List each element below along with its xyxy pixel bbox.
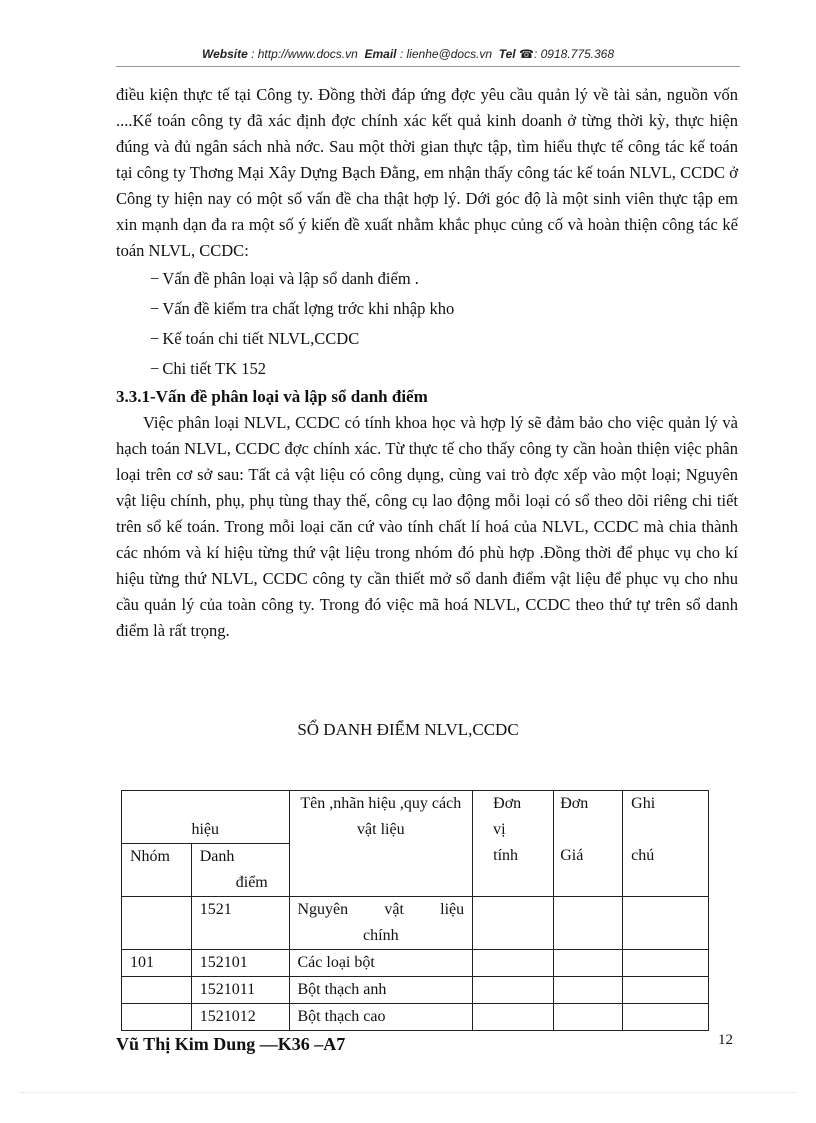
document-body: [116, 82, 738, 644]
cell-nhom: 101: [122, 950, 192, 977]
table-row: [122, 897, 709, 950]
cell-don-gia: [554, 977, 623, 1004]
cell-don-gia: [554, 1004, 623, 1031]
issue-list: [116, 264, 738, 384]
tel-value: : 0918.775.368: [533, 47, 615, 61]
cell-ten: Bột thạch anh: [289, 977, 473, 1004]
list-item: − Kế toán chi tiết NLVL,CCDC: [150, 329, 360, 348]
website-value: : http://www.docs.vn: [251, 47, 358, 61]
cell-danh-diem: 1521011: [191, 977, 289, 1004]
list-item: − Vấn đề phân loại và lập sổ danh điểm .: [150, 269, 419, 288]
header-don-vi: Đơn vị tính: [473, 791, 554, 897]
cell-danh-diem: 152101: [191, 950, 289, 977]
website-label: Website: [201, 47, 248, 61]
section-paragraph: Việc phân loại NLVL, CCDC có tính khoa học và hợp lý sẽ đảm bảo cho việc quản lý và hạch toán NLVL, CCDC đợc chính xác. Từ thực tế cho thấy công ty cần hoàn thiện việc phân loại trên cơ sở sau: Tất cả vật liệu có công dụng, cùng vai trò đợc xếp vào một loại; Nguyên vật liệu chính, phụ, phụ tùng thay thế, công cụ lao động mỗi loại có sổ theo dõi riêng chi tiết trên sổ kế toán. Trong mỗi loại căn cứ vào tính chất lí hoá của NLVL, CCDC mà chia thành các nhóm và kí hiệu từng thứ vật liệu trong nhóm đó phù hợp .Đồng thời để phục vụ cho kí hiệu từng thứ NLVL, CCDC công ty cần thiết mở sổ danh điểm vật liệu để phục vụ cho nhu cầu quản lý của toàn công ty. Trong đó việc mã hoá NLVL, CCDC theo thứ tự trên sổ danh điểm là rất trọng.: [116, 413, 738, 640]
cell-nhom: [122, 977, 192, 1004]
phone-icon: ☎: [519, 47, 534, 61]
dash-icon: −: [150, 269, 160, 288]
cell-nhom: [122, 897, 192, 950]
bottom-divider: [20, 1092, 796, 1093]
cell-ghi-chu: [623, 897, 709, 950]
section-heading: 3.3.1-Vấn đề phân loại và lập sổ danh điểm: [116, 387, 428, 406]
cell-ghi-chu: [623, 977, 709, 1004]
page-number: 12: [718, 1032, 733, 1048]
cell-danh-diem: 1521: [191, 897, 289, 950]
header-ki-hieu: hiệu: [122, 791, 290, 844]
cell-don-vi: [473, 977, 554, 1004]
dash-icon: −: [150, 299, 160, 318]
list-item: − Vấn đề kiểm tra chất lợng trớc khi nhập kho: [150, 299, 455, 318]
cell-ten: Bột thạch cao: [289, 1004, 473, 1031]
author-name: Vũ Thị Kim Dung —K36 –A7: [116, 1034, 346, 1054]
header-nhom: Nhóm: [122, 844, 192, 897]
catalog-table: [121, 790, 709, 1031]
cell-ghi-chu: [623, 1004, 709, 1031]
email-value: : lienhe@docs.vn: [399, 47, 493, 61]
header-danh-diem: Danh điểm: [191, 844, 289, 897]
list-item: − Chi tiết TK 152: [150, 359, 267, 378]
cell-don-vi: [473, 1004, 554, 1031]
email-label: Email: [364, 47, 397, 61]
cell-don-vi: [473, 897, 554, 950]
page-header: [0, 47, 816, 61]
table-row: [122, 1004, 709, 1031]
header-don-gia: Đơn Giá: [554, 791, 623, 897]
intro-paragraph: điều kiện thực tế tại Công ty. Đồng thời đáp ứng đợc yêu cầu quản lý về tài sản, nguồn vốn ....Kế toán công ty đã xác định đợc chính xác kết quả kinh doanh ở từng thời kỳ, thực hiện đúng và đủ ngân sách nhà nớc. Sau một thời gian thực tập, tìm hiểu thực tế công tác kế toán tại công ty Thơng Mại Xây Dựng Bạch Đằng, em nhận thấy công tác kế toán NLVL, CCDC ở Công ty hiện nay có một số vấn đề cha thật hợp lý. Dới góc độ là một sinh viên thực tập em xin mạnh dạn đa ra một số ý kiến đề xuất nhằm khắc phục củng cố và hoàn thiện công tác kế toán NLVL, CCDC:: [116, 85, 738, 260]
dash-icon: −: [150, 329, 160, 348]
dash-icon: −: [150, 359, 160, 378]
cell-don-vi: [473, 950, 554, 977]
cell-ghi-chu: [623, 950, 709, 977]
cell-don-gia: [554, 897, 623, 950]
header-ghi-chu: Ghi chú: [623, 791, 709, 897]
cell-nhom: [122, 1004, 192, 1031]
table-row: [122, 950, 709, 977]
cell-don-gia: [554, 950, 623, 977]
table-header-row: [122, 791, 709, 844]
header-divider: [116, 66, 740, 67]
tel-label: Tel: [498, 47, 516, 61]
table-title: SỔ DANH ĐIỂM NLVL,CCDC: [297, 720, 519, 739]
header-ten: Tên ,nhãn hiệu ,quy cách vật liệu: [289, 791, 473, 897]
table-row: [122, 977, 709, 1004]
cell-ten: Các loại bột: [289, 950, 473, 977]
cell-danh-diem: 1521012: [191, 1004, 289, 1031]
cell-ten: Nguyên vật liệu chính: [289, 897, 473, 950]
